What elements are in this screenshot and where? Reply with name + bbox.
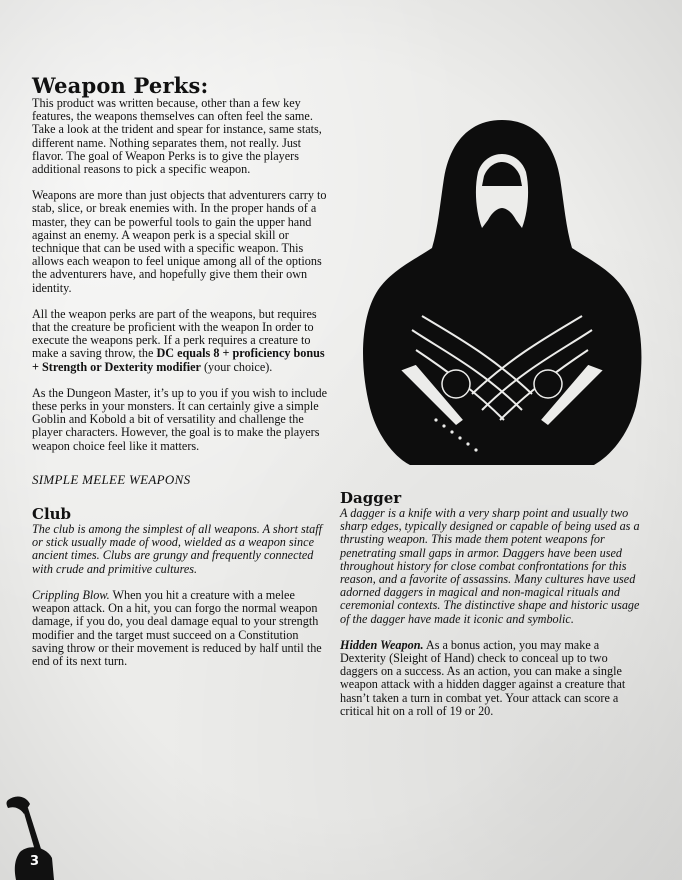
right-column: [340, 490, 640, 718]
dm-note-paragraph: As the Dungeon Master, it’s up to you if you wish to include these perks in your monsters. It can certainly give a simple Goblin and Kobold a bit of versatility and challenge the player characters. However, the goal is to make the players weapon choice feel like it matters.: [32, 385, 328, 453]
club-perk-name: Crippling Blow.: [32, 587, 110, 602]
perk-rules-text-2: (your choice).: [200, 359, 273, 374]
hooded-assassin-illustration: [352, 120, 652, 465]
perk-rules-text-1: All the weapon perks are part of the weapons, but requires that the creature be proficient with the weapon In order to execute the weapons perk. If a perk requires a creature to make a saving throw, the: [32, 306, 317, 361]
axe-page-ornament-icon: [2, 792, 54, 880]
dagger-perk-name: Hidden Weapon.: [340, 637, 424, 652]
club-description: The club is among the simplest of all weapons. A short staff or stick usually made of wood, wielded as a weapon since ancient times. Clubs are grungy and frequently connected with crude and primitive cultures.: [32, 522, 323, 576]
club-perk: [32, 589, 332, 668]
club-perk-text: When you hit a creature with a melee weapon attack. On a hit, you can forgo the normal weapon damage, if you do, you deal damage equal to your strength modifier and the target must succeed on a Constitution saving throw or their movement is reduced by half until the end of its next turn.: [32, 587, 322, 668]
left-fist: [442, 370, 470, 398]
perk-rules-dc: DC equals 8 + proficiency bonus + Strength or Dexterity modifier: [32, 346, 325, 374]
axe-handle-icon: [22, 806, 42, 854]
dagger-description: A dagger is a knife with a very sharp point and usually two sharp edges, typically designed or capable of being used as a thrusting weapon. This made them potent weapons for penetrating small gaps in armor. Daggers have been used throughout history for close combat confrontations for this reason, and a favorite of assassins. Many cultures have used adorned daggers in magical and non-magical rituals and ceremonial contexts. The distinctive shape and historic usage of the dagger have made it iconic and symbolic.: [340, 506, 640, 626]
page-number: 3: [30, 854, 40, 869]
left-column: [32, 75, 332, 668]
dagger-heading: Dagger: [340, 489, 402, 507]
dagger-perk-text: As a bonus action, you may make a Dexterity (Sleight of Hand) check to conceal up to two daggers on a success. As an action, you can make a single weapon attack with a hidden dagger against a creature that hasn’t taken a turn in combat yet. Your attack can score a critical hit on a roll of 19 or 20.: [340, 637, 626, 718]
right-fist: [534, 370, 562, 398]
perk-rules-paragraph: [32, 308, 332, 374]
dagger-perk: [340, 639, 640, 718]
page-title: Weapon Perks:: [32, 73, 209, 98]
intro-paragraph-2: Weapons are more than just objects that adventurers carry to stab, slice, or break enemies with. In the proper hands of a master, they can be powerful tools to gain the upper hand against an enemy. A weapon perk is a special skill or technique that can be used with a specific weapon. This allows each weapon to feel unique among all of the options the adventurers have, and hopefully give them their own identity.: [32, 188, 327, 295]
intro-paragraph-1: This product was written because, other than a few key features, the weapons themselves can often feel the same. Take a look at the trident and spear for instance, same stats, different name. Nothing separates them, not really. Just flavor. The goal of Weapon Perks is to give the players additional reasons to pick a specific weapon.: [32, 96, 322, 177]
section-label: SIMPLE MELEE WEAPONS: [32, 471, 191, 487]
club-heading: Club: [32, 505, 72, 524]
